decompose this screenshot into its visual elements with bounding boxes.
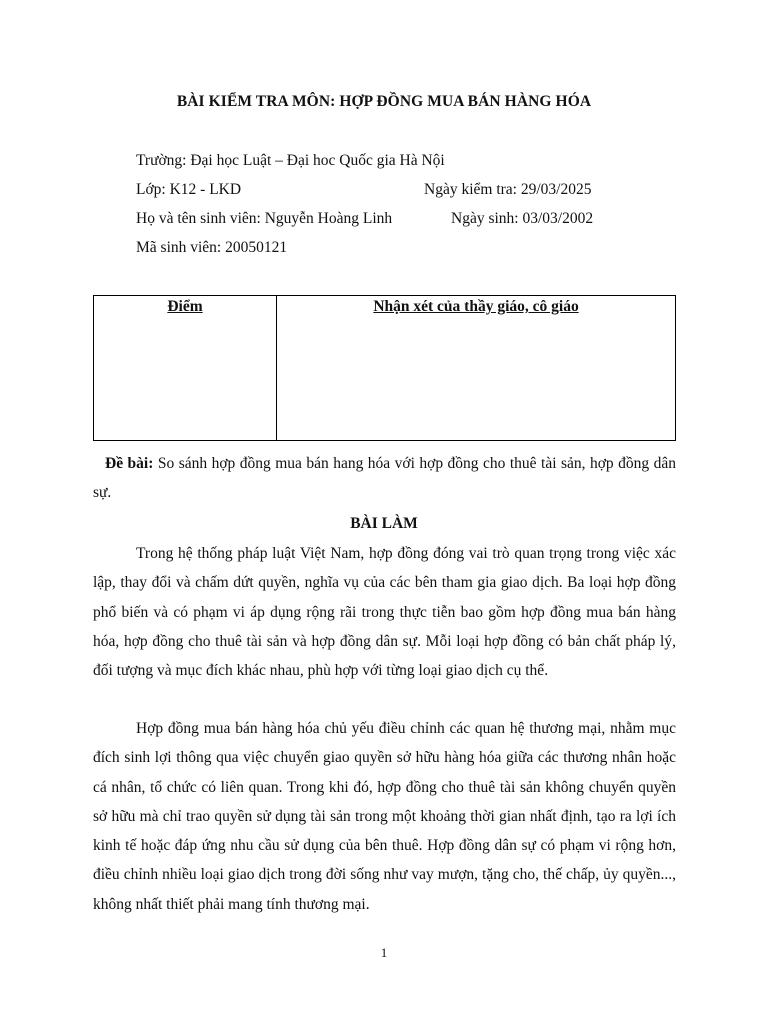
- answer-heading: BÀI LÀM: [350, 515, 418, 532]
- student-name-line: Họ và tên sinh viên: Nguyễn Hoàng Linh: [136, 210, 393, 227]
- score-column: [94, 296, 277, 440]
- answer-paragraph-2: Hợp đồng mua bán hàng hóa chủ yếu điều chỉnh các quan hệ thương mại, nhằm mục đích sinh lợi thông qua việc chuyển giao quyền sở hữu hàng hóa giữa các thương nhân hoặc cá nhân, tổ chức có liên quan. Trong khi đó, hợp đồng cho thuê tài sản không chuyển quyền sở hữu mà chỉ trao quyền sử dụng tài sản trong một khoảng thời gian nhất định, tạo ra lợi ích kinh tế hoặc đáp ứng nhu cầu sử dụng của bên thuê. Hợp đồng dân sự có phạm vi rộng hơn, điều chỉnh nhiều loại giao dịch trong đời sống như vay mượn, tặng cho, thế chấp, ủy quyền..., không nhất thiết phải mang tính thương mại.: [93, 720, 676, 913]
- assignment-text: So sánh hợp đồng mua bán hang hóa với hợp đồng cho thuê tài sản, hợp đồng dân sự.: [93, 455, 676, 501]
- assignment-label: Đề bài:: [105, 455, 154, 472]
- answer-paragraph-1: Trong hệ thống pháp luật Việt Nam, hợp đồng đóng vai trò quan trọng trong việc xác lập, thay đổi và chấm dứt quyền, nghĩa vụ của các bên tham gia giao dịch. Ba loại hợp đồng phổ biến và có phạm vi áp dụng rộng rãi trong thực tiễn bao gồm hợp đồng mua bán hàng hóa, hợp đồng cho thuê tài sản và hợp đồng dân sự. Mỗi loại hợp đồng có bản chất pháp lý, đối tượng và mục đích khác nhau, phù hợp với từng loại giao dịch cụ thể.: [93, 545, 676, 680]
- school-line: Trường: Đại học Luật – Đại hoc Quốc gia Hà Nội: [136, 152, 445, 169]
- document-title: BÀI KIỂM TRA MÔN: HỢP ĐỒNG MUA BÁN HÀNG HÓA: [176, 93, 592, 110]
- birth-date-line: Ngày sinh: 03/03/2002: [451, 210, 594, 227]
- class-line: Lớp: K12 - LKD: [136, 181, 242, 198]
- exam-date-line: Ngày kiểm tra: 29/03/2025: [424, 181, 592, 198]
- score-header: Điểm: [167, 298, 203, 315]
- page-number: 1: [380, 945, 388, 960]
- grade-table: [93, 295, 676, 441]
- student-id-line: Mã sinh viên: 20050121: [136, 239, 288, 256]
- comment-header: Nhận xét của thầy giáo, cô giáo: [373, 298, 579, 315]
- assignment: [93, 449, 676, 507]
- comment-column: [277, 296, 675, 440]
